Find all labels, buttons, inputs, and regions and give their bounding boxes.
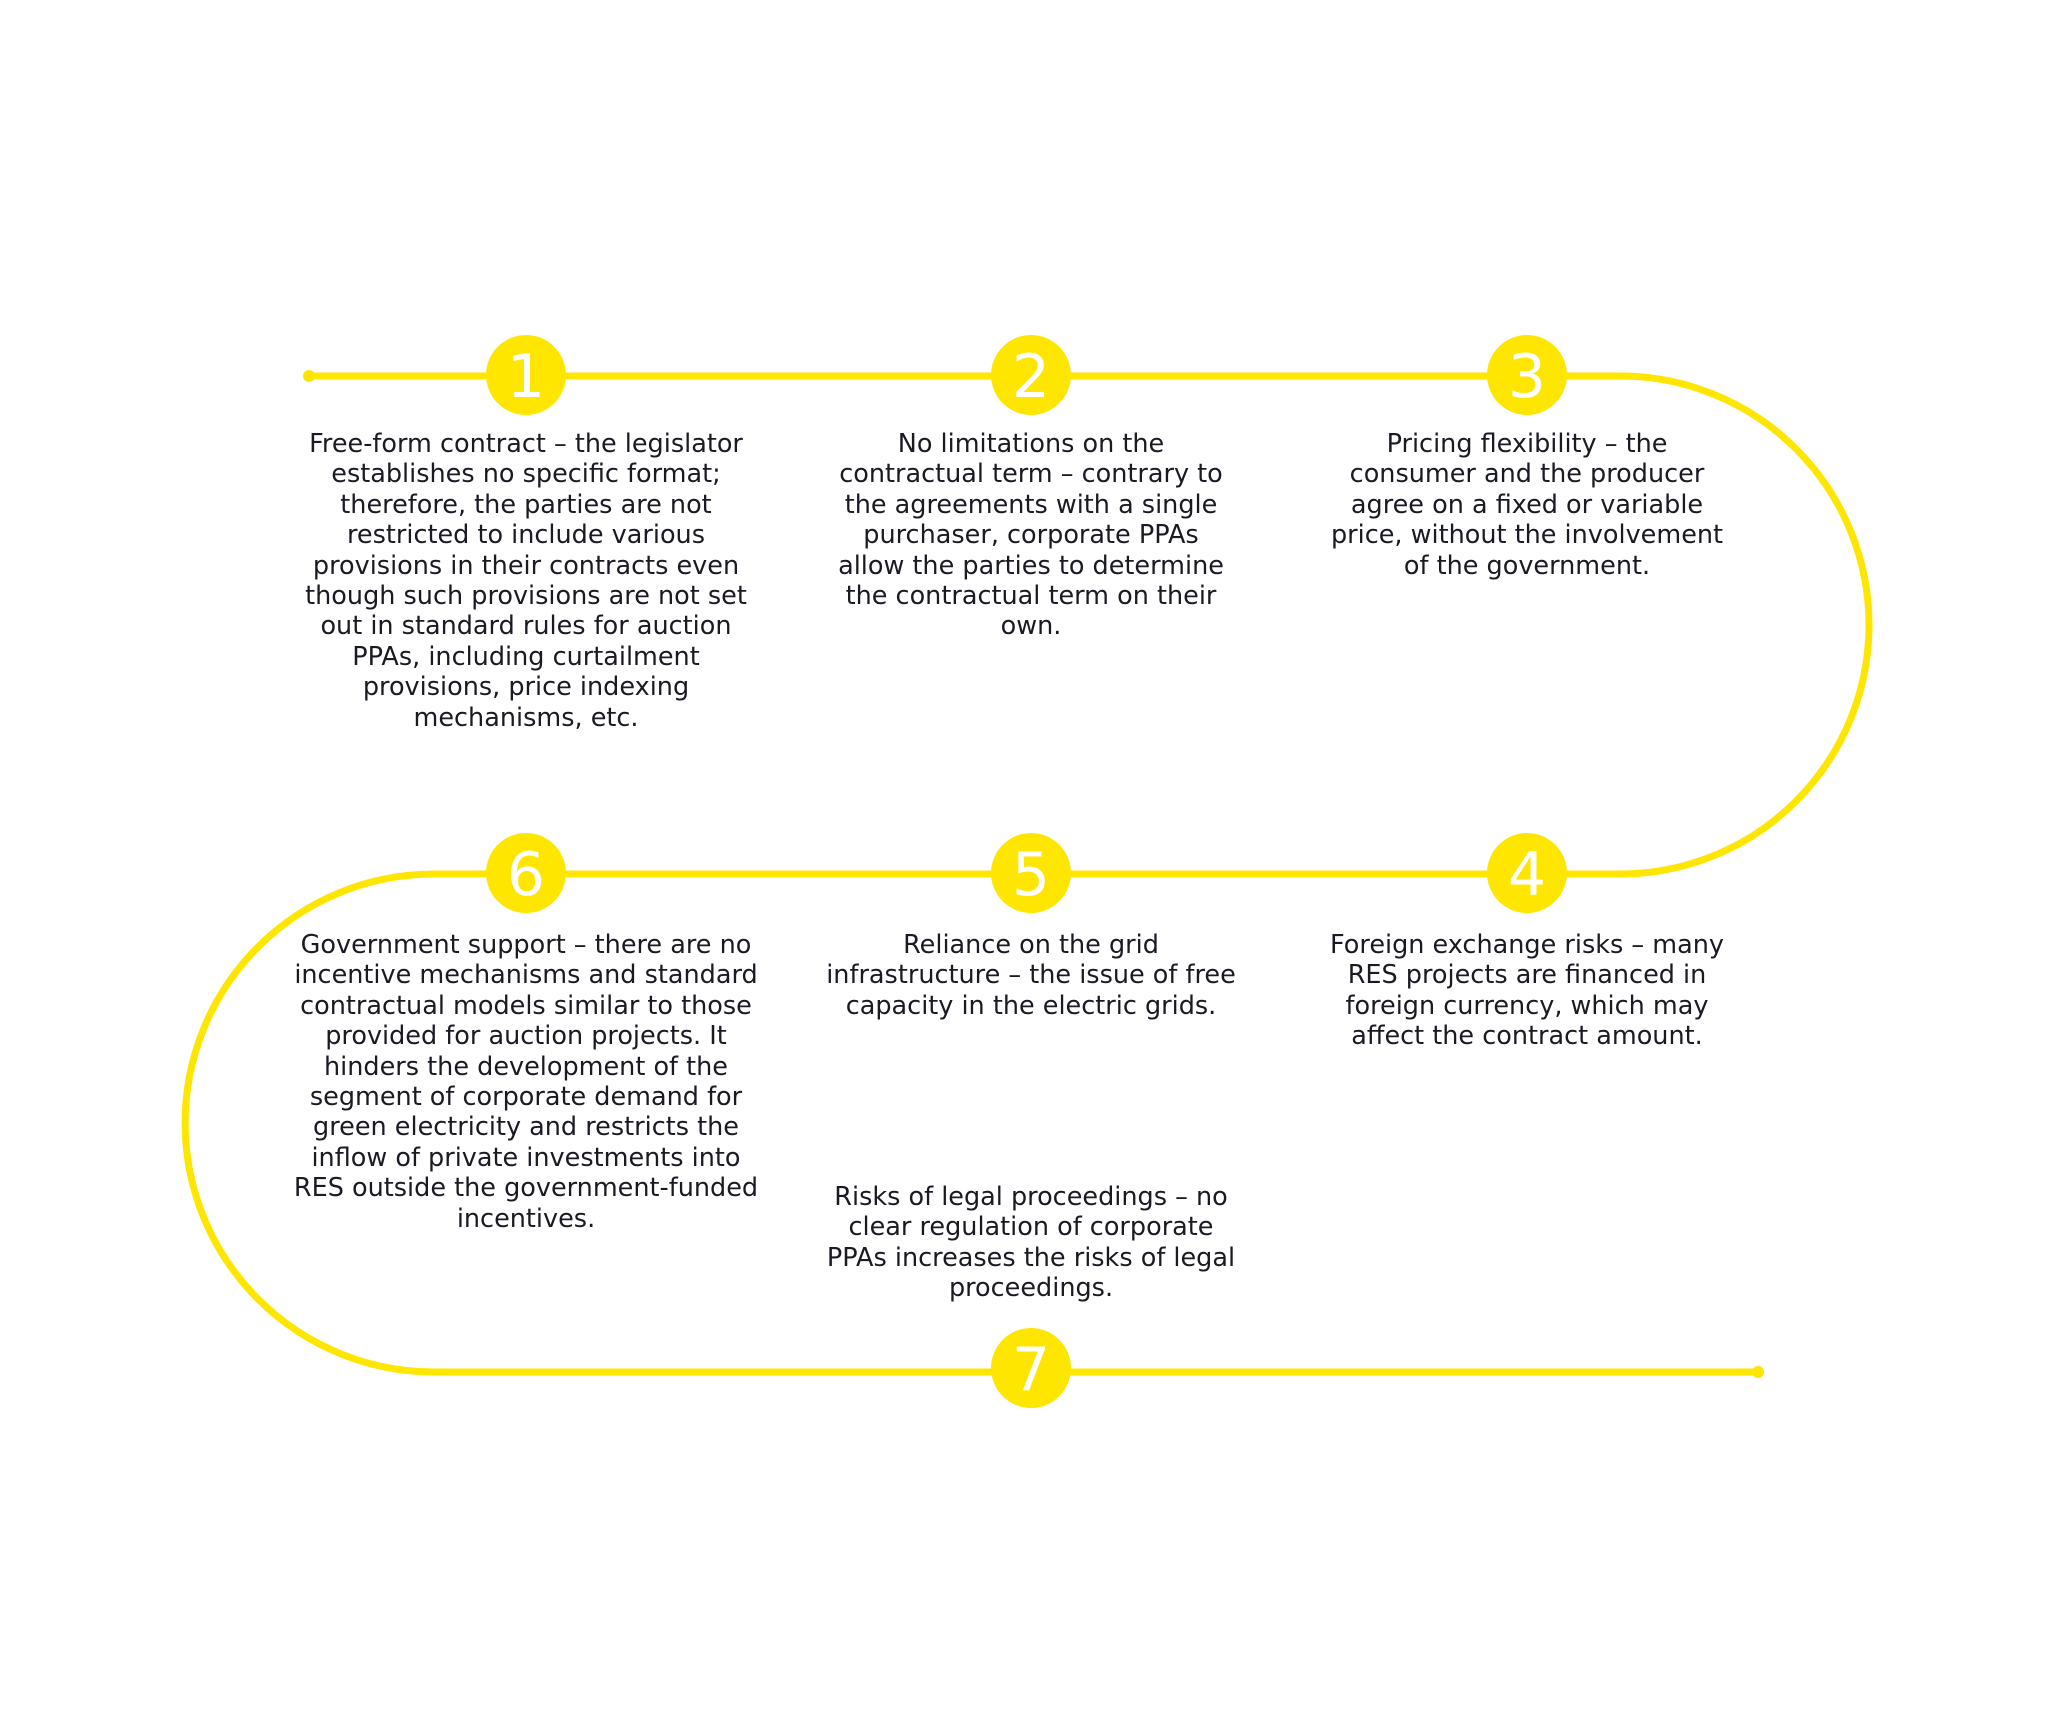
- step-7-number: 7: [1011, 1335, 1051, 1405]
- step-6-number: 6: [506, 840, 546, 910]
- step-3-number: 3: [1507, 342, 1547, 412]
- step-3-description: Pricing flexibility – the consumer and the producer agree on a fixed or variable price, without the involvement of the government.: [1330, 429, 1724, 581]
- step-7-description: Risks of legal proceedings – no clear regulation of corporate PPAs increases the risks of legal proceedings.: [826, 1182, 1236, 1304]
- step-4-description: Foreign exchange risks – many RES projects are financed in foreign currency, which may affect the contract amount.: [1330, 930, 1724, 1052]
- path-start-dot: [303, 370, 315, 382]
- step-4-number: 4: [1507, 840, 1547, 910]
- path-end-dot: [1752, 1366, 1764, 1378]
- step-6-description: Government support – there are no incentive mechanisms and standard contractual models similar to those provided for auction projects. It hinders the development of the segment of corporate demand for green electricity and restricts the inflow of private investments into RES outside the government-funded incentives.: [293, 930, 759, 1234]
- step-5-number: 5: [1011, 840, 1051, 910]
- step-1-number: 1: [506, 342, 546, 412]
- step-2-number: 2: [1011, 342, 1051, 412]
- step-5-description: Reliance on the grid infrastructure – the issue of free capacity in the electric grids.: [826, 930, 1236, 1021]
- step-1-description: Free-form contract – the legislator establishes no specific format; therefore, the parties are not restricted to include various provisions in their contracts even though such provisions are not set out in standard rules for auction PPAs, including curtailment provisions, price indexing mechanisms, etc.: [305, 429, 747, 733]
- step-2-description: No limitations on the contractual term – contrary to the agreements with a single purchaser, corporate PPAs allow the parties to determine the contractual term on their own.: [838, 429, 1224, 642]
